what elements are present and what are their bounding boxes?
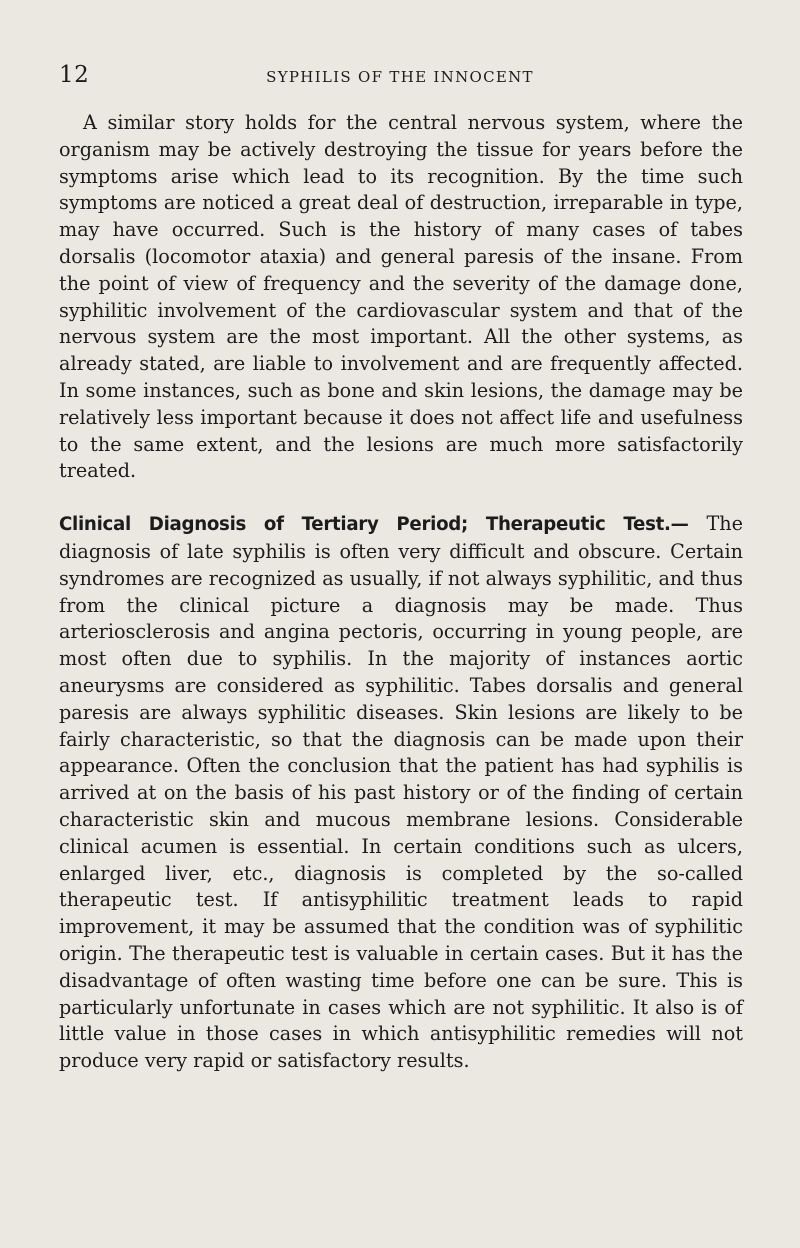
- body-text: [59, 110, 743, 1075]
- section-heading: Clinical Diagnosis of Tertiary Period; Therapeutic Test.—: [59, 514, 689, 536]
- page-number: 12: [59, 62, 90, 88]
- paragraph-2: [59, 511, 743, 1075]
- paragraph-1: A similar story holds for the central nervous system, where the organism may be actively destroying the tissue for years before the symptoms arise which lead to its recognition. By the time such symptoms are noticed a great deal of destruction, irreparable in type, may have occurred. Such is the history of many cases of tabes dorsalis (locomotor ataxia) and general paresis of the insane. From the point of view of frequency and the severity of the damage done, syphilitic involvement of the cardiovascular system and that of the nervous system are the most important. All the other systems, as already stated, are liable to involvement and are frequently affected. In some instances, such as bone and skin lesions, the damage may be relatively less important because it does not affect life and usefulness to the same extent, and the lesions are much more satisfactorily treated.: [59, 111, 743, 483]
- running-title: SYPHILIS OF THE INNOCENT: [266, 68, 534, 86]
- paragraph-2-text: The diagnosis of late syphilis is often very difficult and obscure. Certain syndromes are recognized as usually, if not always syphilitic, and thus from the clinical picture a diagnosis may be made. Thus arteriosclerosis and angina pectoris, occurring in young people, are most often due to syphilis. In the majority of instances aortic aneurysms are considered as syphilitic. Tabes dorsalis and general paresis are always syphilitic diseases. Skin lesions are likely to be fairly characteristic, so that the diagnosis can be made upon their appearance. Often the conclusion that the patient has had syphilis is arrived at on the basis of his past history or of the finding of certain characteristic skin and mucous membrane lesions. Considerable clinical acumen is essential. In certain conditions such as ulcers, enlarged liver, etc., diagnosis is completed by the so-called therapeutic test. If antisyphilitic treatment leads to rapid improvement, it may be assumed that the condition was of syphilitic origin. The therapeutic test is valuable in certain cases. But it has the disadvantage of often wasting time before one can be sure. This is particularly unfortunate in cases which are not syphilitic. It also is of little value in those cases in which antisyphilitic remedies will not produce very rapid or satisfactory results.: [59, 512, 743, 1073]
